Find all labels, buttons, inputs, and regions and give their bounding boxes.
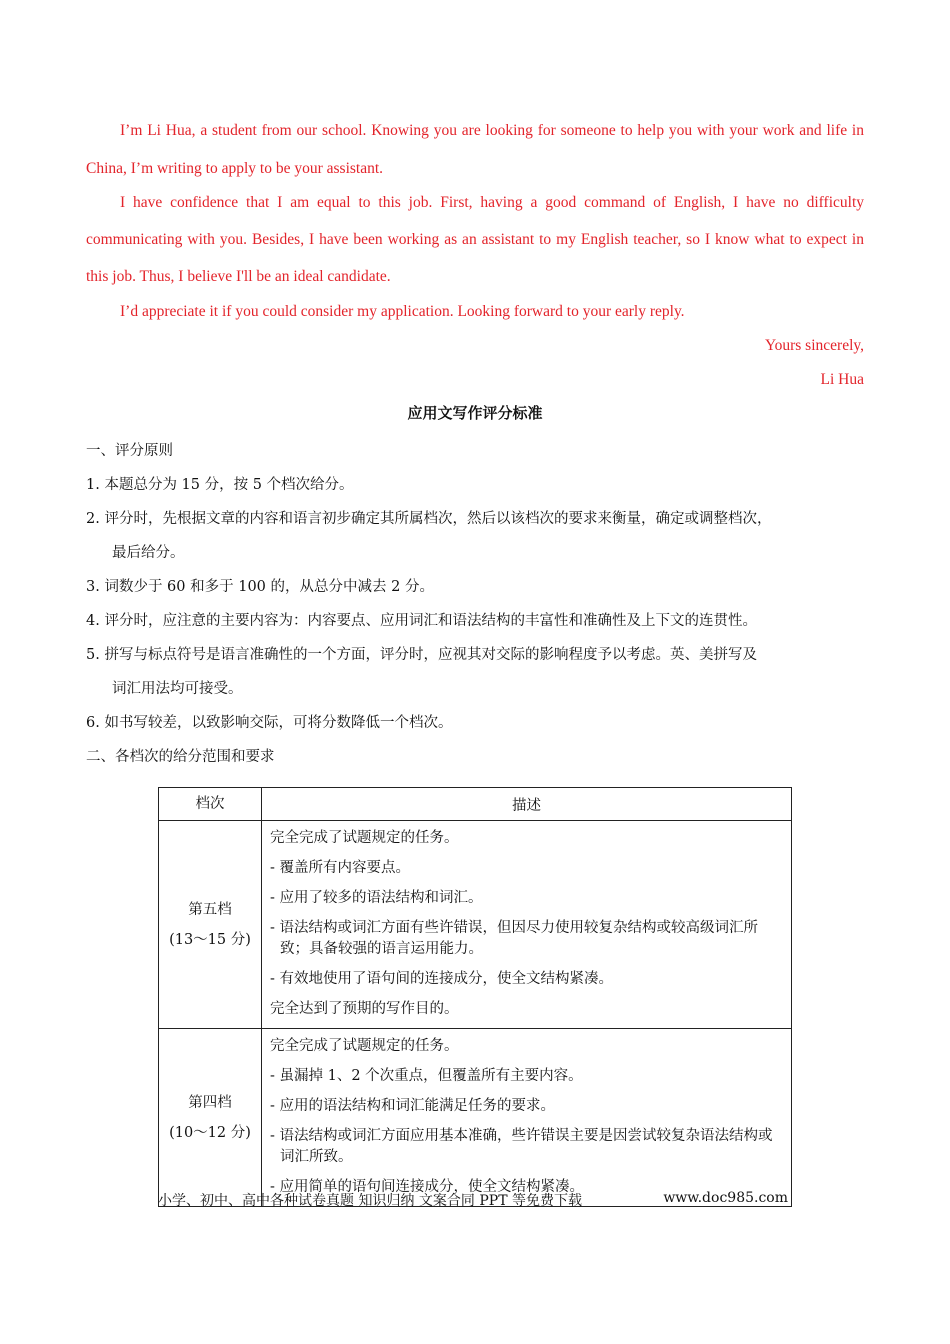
grade-cell bbox=[159, 1029, 262, 1207]
rule-item-continued: 词汇用法均可接受。 bbox=[112, 681, 243, 697]
page-footer bbox=[158, 1190, 792, 1210]
table-header-row bbox=[159, 788, 792, 821]
letter-closing: Yours sincerely, bbox=[764, 337, 864, 354]
letter-signature: Li Hua bbox=[820, 371, 864, 388]
description-cell bbox=[262, 1029, 792, 1207]
rule-item: 4. 评分时，应注意的主要内容为：内容要点、应用词汇和语法结构的丰富性和准确性及上下文的连贯性。 bbox=[86, 613, 757, 629]
description-item: - 应用简单的语句间连接成分，使全文结构紧凑。 bbox=[270, 1179, 585, 1195]
description-item: - 虽漏掉 1、2 个次重点，但覆盖所有主要内容。 bbox=[270, 1068, 583, 1084]
rubric-rules bbox=[86, 434, 876, 774]
grade-label: 第五档 bbox=[188, 901, 232, 918]
description-item: - 语法结构或词汇方面有些许错误，但因尽力使用较复杂结构或较高级词汇所致；具备较强的语言运用能力。 bbox=[270, 920, 759, 957]
rule-item: 6. 如书写较差，以致影响交际，可将分数降低一个档次。 bbox=[86, 715, 453, 731]
description-item: 完全达到了预期的写作目的。 bbox=[270, 1001, 459, 1017]
letter-paragraph-2: I have confidence that I am equal to this job. First, having a good command of English, I have no difficulty communicating with you. Besides, I have been working as an assistant to my English teacher, so I know what to expect in this job. Thus, I believe I'll be an ideal candidate. bbox=[86, 194, 864, 285]
grade-range: (10～12 分) bbox=[169, 1124, 251, 1141]
description-item: - 应用的语法结构和词汇能满足任务的要求。 bbox=[270, 1098, 556, 1114]
grade-range: (13～15 分) bbox=[169, 931, 251, 948]
rule-item: 2. 评分时，先根据文章的内容和语言初步确定其所属档次，然后以该档次的要求来衡量，确定或调整档次， bbox=[86, 511, 772, 527]
section-heading-principles: 一、评分原则 bbox=[86, 443, 173, 459]
rule-item-continued: 最后给分。 bbox=[112, 545, 185, 561]
description-item: 完全完成了试题规定的任务。 bbox=[270, 1038, 459, 1054]
table-row bbox=[159, 1029, 792, 1207]
section-heading-grades: 二、各档次的给分范围和要求 bbox=[86, 749, 275, 765]
description-cell bbox=[262, 821, 792, 1029]
grade-cell bbox=[159, 821, 262, 1029]
description-item: - 覆盖所有内容要点。 bbox=[270, 860, 411, 876]
description-item: - 应用了较多的语法结构和词汇。 bbox=[270, 890, 483, 906]
letter-paragraph-1: I’m Li Hua, a student from our school. Knowing you are looking for someone to help you with your work and life in China, I’m writing to apply to be your assistant. bbox=[86, 122, 864, 177]
table-row bbox=[159, 821, 792, 1029]
rule-item: 1. 本题总分为 15 分，按 5 个档次给分。 bbox=[86, 477, 354, 493]
rule-item: 3. 词数少于 60 和多于 100 的，从总分中减去 2 分。 bbox=[86, 579, 434, 595]
sample-letter bbox=[86, 112, 864, 397]
header-description: 描述 bbox=[262, 788, 792, 821]
rubric-title: 应用文写作评分标准 bbox=[407, 404, 543, 422]
description-item: - 语法结构或词汇方面应用基本准确，些许错误主要是因尝试较复杂语法结构或词汇所致。 bbox=[270, 1128, 773, 1165]
rule-item: 5. 拼写与标点符号是语言准确性的一个方面，评分时，应视其对交际的影响程度予以考虑。英、美拼写及 bbox=[86, 647, 757, 663]
description-item: - 有效地使用了语句间的连接成分，使全文结构紧凑。 bbox=[270, 971, 614, 987]
footer-text: 小学、初中、高中各种试卷真题 知识归纳 文案合同 PPT 等免费下载 bbox=[158, 1193, 582, 1209]
grade-table bbox=[158, 787, 792, 1207]
grade-label: 第四档 bbox=[188, 1094, 232, 1111]
header-grade: 档次 bbox=[159, 788, 262, 821]
footer-website: www.doc985.com bbox=[663, 1190, 788, 1206]
description-item: 完全完成了试题规定的任务。 bbox=[270, 830, 459, 846]
letter-paragraph-3: I’d appreciate it if you could consider my application. Looking forward to your early reply. bbox=[120, 303, 685, 320]
